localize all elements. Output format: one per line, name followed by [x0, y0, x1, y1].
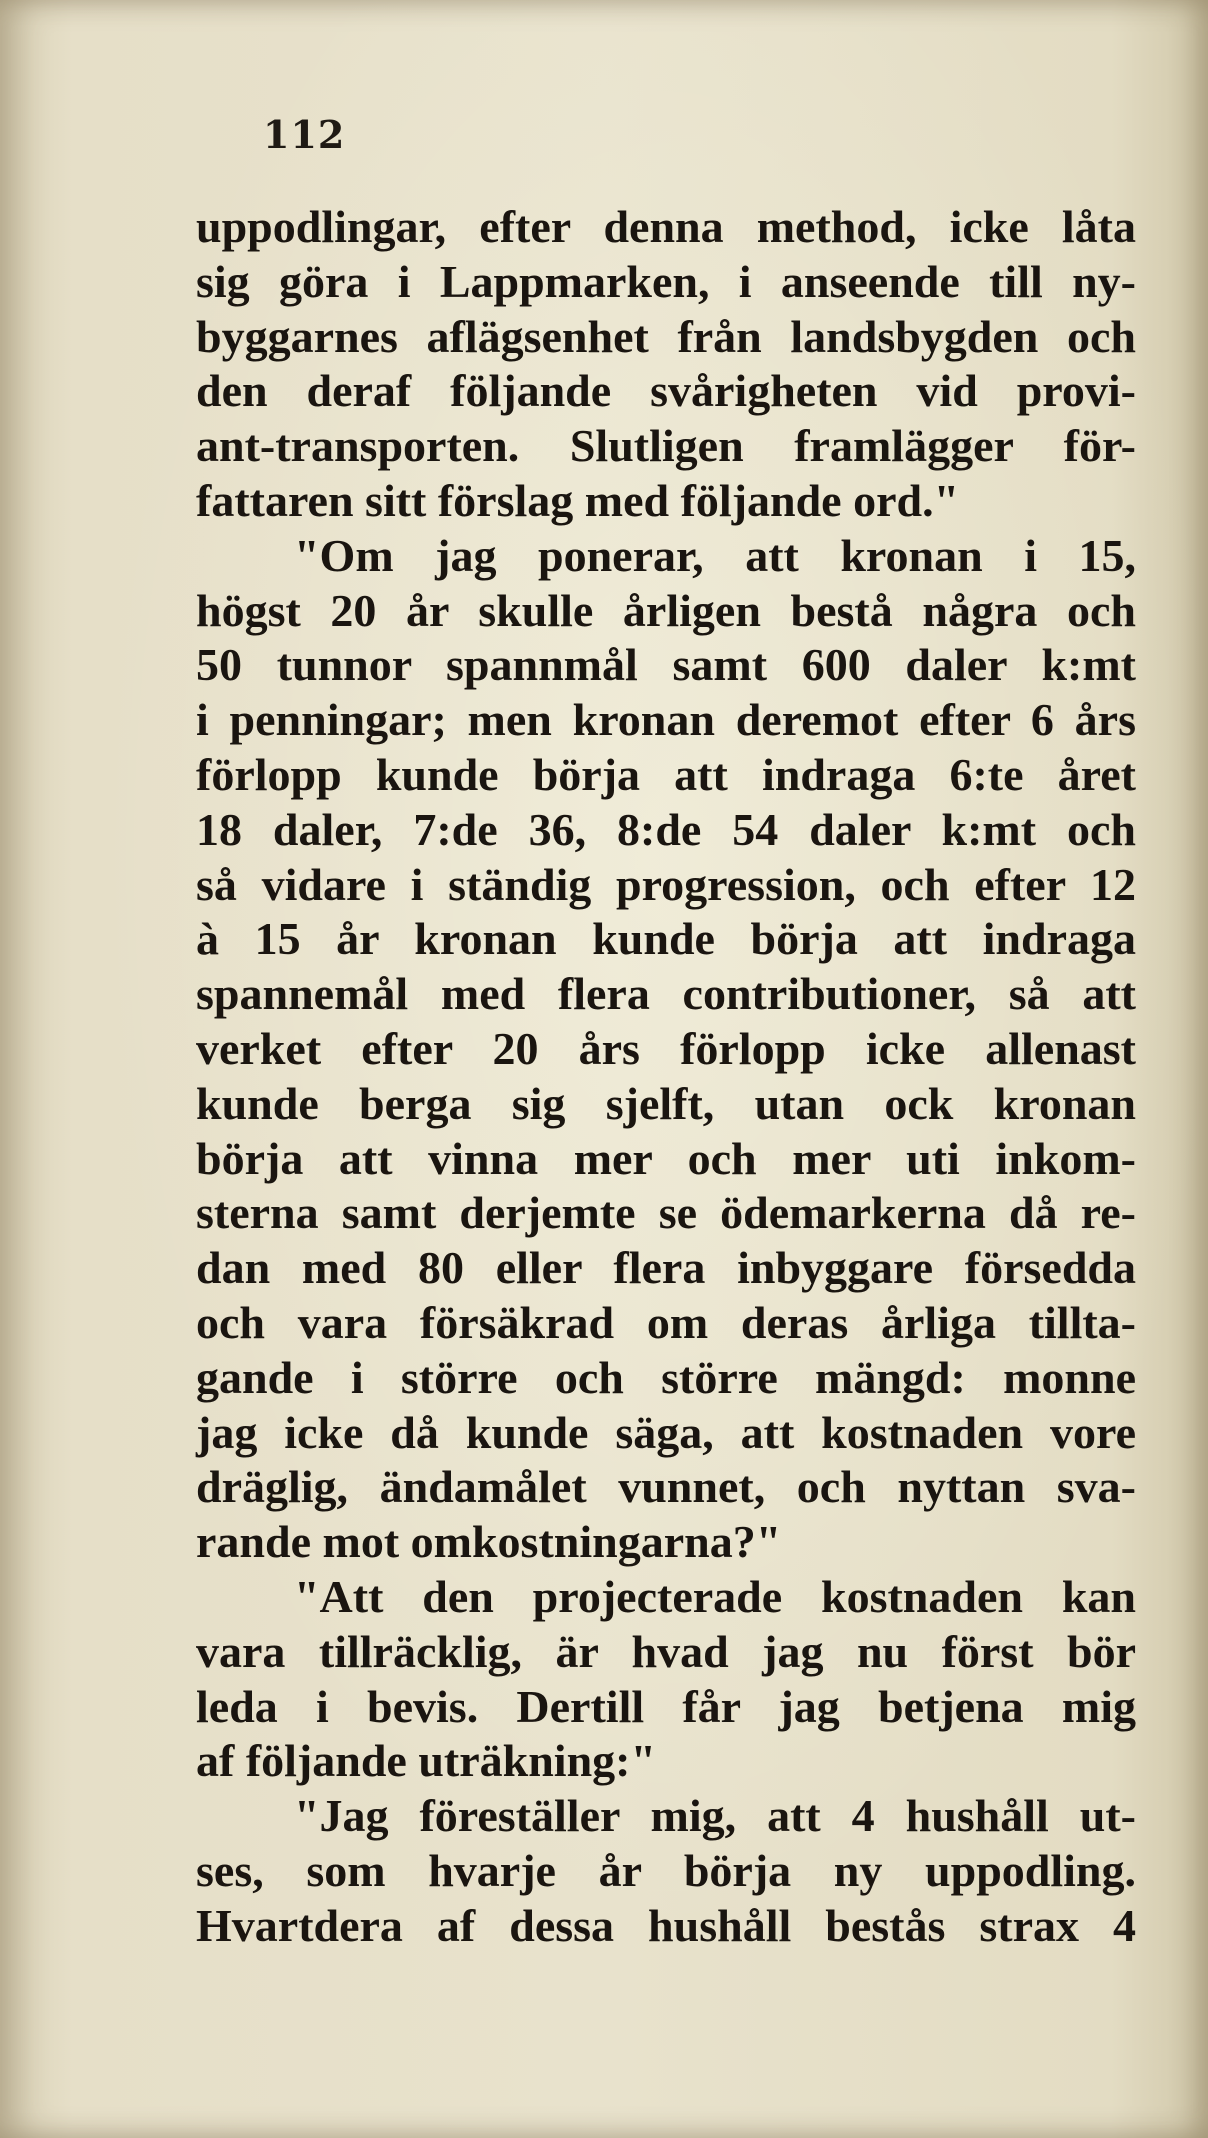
text-line: ses, som hvarje år börja ny uppodling. [196, 1844, 1136, 1896]
page-number: 112 [263, 112, 346, 157]
text-line: kunde berga sig sjelft, utan ock kronan [196, 1077, 1136, 1129]
text-line: förlopp kunde börja att indraga 6:te året [196, 748, 1136, 800]
text-line: vara tillräcklig, är hvad jag nu först bör [196, 1625, 1136, 1677]
text-line: byggarnes aflägsenhet från landsbygden och [196, 310, 1136, 362]
text-line: 18 daler, 7:de 36, 8:de 54 daler k:mt och [196, 803, 1136, 855]
text-line: högst 20 år skulle årligen bestå några och [196, 584, 1136, 636]
text-line: jag icke då kunde säga, att kostnaden vore [196, 1406, 1136, 1458]
text-line: och vara försäkrad om deras årliga tillta- [196, 1296, 1136, 1348]
text-line: gande i större och större mängd: monne [196, 1351, 1136, 1403]
text-line: "Jag föreställer mig, att 4 hushåll ut- [294, 1790, 1136, 1842]
text-line: Hvartdera af dessa hushåll bestås strax 4 [196, 1899, 1136, 1951]
text-line: sig göra i Lappmarken, i anseende till ny- [196, 255, 1136, 307]
text-line: dan med 80 eller flera inbyggare försedda [196, 1242, 1136, 1294]
text-line: den deraf följande svårigheten vid provi- [196, 365, 1136, 417]
text-line: af följande uträkning:" [196, 1735, 657, 1787]
text-line: spannemål med flera contributioner, så att [196, 968, 1136, 1020]
text-line: ant-transporten. Slutligen framlägger för- [196, 420, 1136, 472]
text-line: 50 tunnor spannmål samt 600 daler k:mt [196, 639, 1136, 691]
text-line: rande mot omkostningarna?" [196, 1516, 782, 1568]
text-line: "Att den projecterade kostnaden kan [294, 1570, 1136, 1622]
text-line: fattaren sitt förslag med följande ord." [196, 474, 960, 526]
text-line: leda i bevis. Dertill får jag betjena mig [196, 1680, 1136, 1732]
text-line: börja att vinna mer och mer uti inkom- [196, 1132, 1136, 1184]
body-text [196, 200, 1136, 1954]
text-line: à 15 år kronan kunde börja att indraga [196, 913, 1136, 965]
text-line: sterna samt derjemte se ödemarkerna då re- [196, 1187, 1136, 1239]
text-line: så vidare i ständig progression, och efter 12 [196, 858, 1136, 910]
text-line: verket efter 20 års förlopp icke allenast [196, 1022, 1136, 1074]
text-line: uppodlingar, efter denna method, icke låta [196, 201, 1136, 252]
text-line: dräglig, ändamålet vunnet, och nyttan sva- [196, 1461, 1136, 1513]
text-line: i penningar; men kronan deremot efter 6 års [196, 694, 1136, 746]
text-line: "Om jag ponerar, att kronan i 15, [294, 529, 1136, 581]
